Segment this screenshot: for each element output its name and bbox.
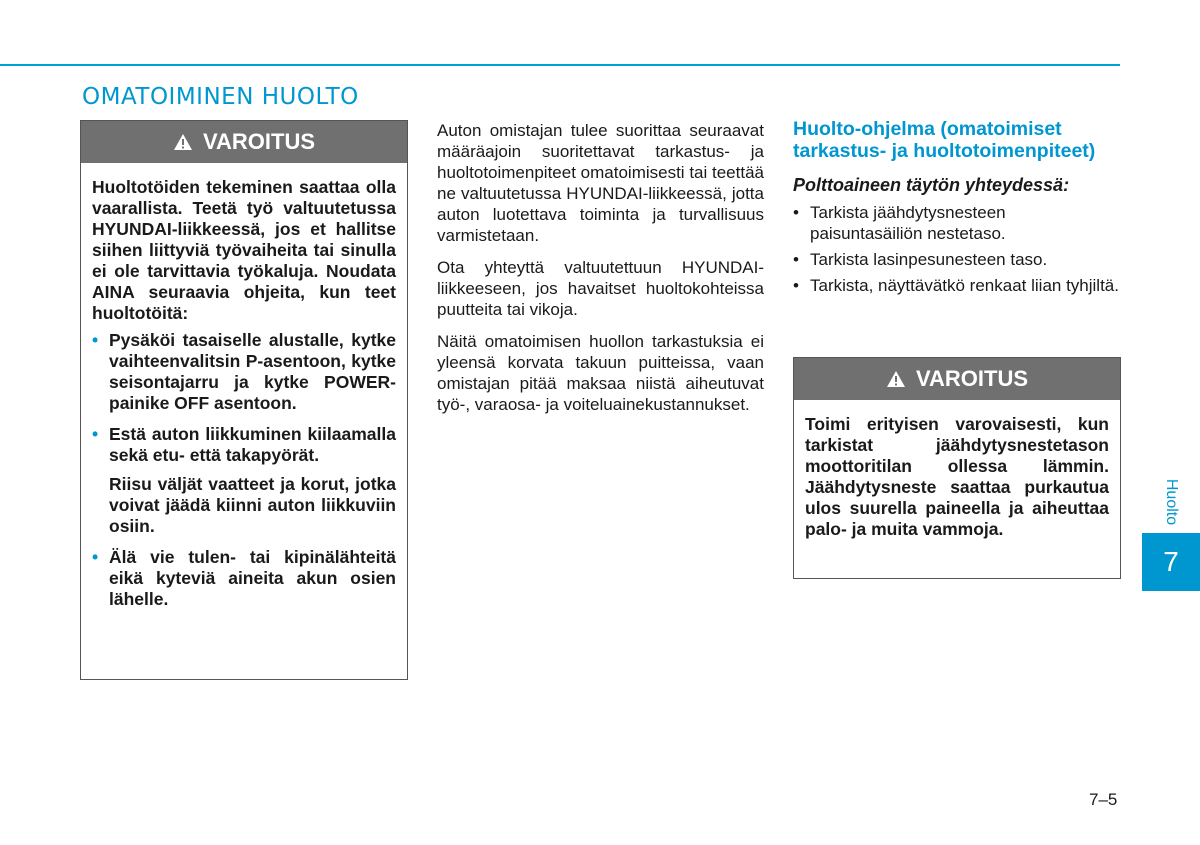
warning-text: Toimi erityisen varovaisesti, kun tarkistat jäähdytysnestetason moottoritilan ollessa lämmin. Jäähdytysneste saattaa purkautua ulos suurella paineella ja aiheuttaa palo- ja muita vammoja. [805, 414, 1109, 539]
list-item: • Estä auton liikkuminen kiilaamalla sekä etu- että takapyörät. [92, 424, 396, 465]
chapter-tab: 7 [1142, 533, 1200, 591]
refuel-subheading: Polttoaineen täytön yhteydessä: [793, 175, 1070, 195]
warning-triangle-icon [886, 370, 906, 388]
middle-column [437, 120, 764, 426]
warning-body [794, 400, 1120, 552]
page-number: 7–5 [1089, 790, 1118, 809]
bullet-icon: • [793, 203, 799, 222]
check-list [793, 202, 1121, 296]
right-column [793, 118, 1121, 301]
warning-header [81, 121, 407, 163]
warning-triangle-icon [173, 133, 193, 151]
maintenance-heading: Huolto-ohjelma (omatoimiset tarkastus- ja huoltotoimenpiteet) [793, 118, 1096, 162]
warning-list [92, 330, 396, 466]
warning-list [92, 547, 396, 610]
list-item: • Tarkista, näyttävätkö renkaat liian tyhjiltä. [793, 276, 1119, 295]
list-item: • Pysäköi tasaiselle alustalle, kytke vaihteenvalitsin P-asentoon, kytke seisontajarru ja kytke POWER-painike OFF asentoon. [92, 330, 396, 413]
warning-heading: VAROITUS [202, 129, 316, 154]
bullet-icon: • [793, 276, 799, 295]
section-title: OMATOIMINEN HUOLTO [82, 84, 359, 110]
warning-intro: Huoltotöiden tekeminen saattaa olla vaarallista. Teetä työ valtuutetussa HYUNDAI-liikkeessä, jos et hallitse siihen liittyviä työvaiheita tai sinulla ei ole tarvittavia työkaluja. Noudata AINA seuraavia ohjeita, kun teet huoltotöitä: [92, 177, 396, 323]
warning-heading: VAROITUS [915, 366, 1029, 391]
list-item: • Tarkista jäähdytysnesteen paisuntasäiliön nestetaso. [793, 203, 1006, 243]
paragraph: Ota yhteyttä valtuutettuun HYUNDAI-liikkeeseen, jos havaitset huoltokohteissa puutteita tai vikoja. [437, 258, 764, 319]
paragraph: Auton omistajan tulee suorittaa seuraavat määräajoin suoritettavat tarkastus- ja huoltotoimenpiteet omatoimisesti tai teettää ne valtuutetussa HYUNDAI-liikkeessä, jotta auton luotettava toiminta ja turvallisuus varmistetaan. [437, 121, 764, 245]
bullet-icon: • [793, 250, 799, 269]
bullet-icon: • [92, 424, 99, 444]
warning-header [794, 358, 1120, 400]
warning-box-right [793, 357, 1121, 579]
bullet-icon: • [92, 547, 99, 567]
warning-body [81, 163, 407, 632]
list-item: • Älä vie tulen- tai kipinälähteitä eikä kyteviä aineita akun osien lähelle. [92, 547, 396, 609]
warning-sub-note: Riisu väljät vaatteet ja korut, jotka voivat jäädä kiinni auton liikkuviin osiin. [109, 474, 396, 536]
chapter-side-label: Huolto [1163, 478, 1180, 526]
warning-box-left [80, 120, 408, 680]
list-item: • Tarkista lasinpesunesteen taso. [793, 250, 1048, 269]
paragraph: Näitä omatoimisen huollon tarkastuksia ei yleensä korvata takuun puitteissa, vaan omistajan pitää maksaa niistä aiheutuvat työ-, varaosa- ja voiteluainekustannukset. [437, 332, 764, 414]
bullet-icon: • [92, 330, 99, 350]
header-rule [0, 64, 1120, 66]
